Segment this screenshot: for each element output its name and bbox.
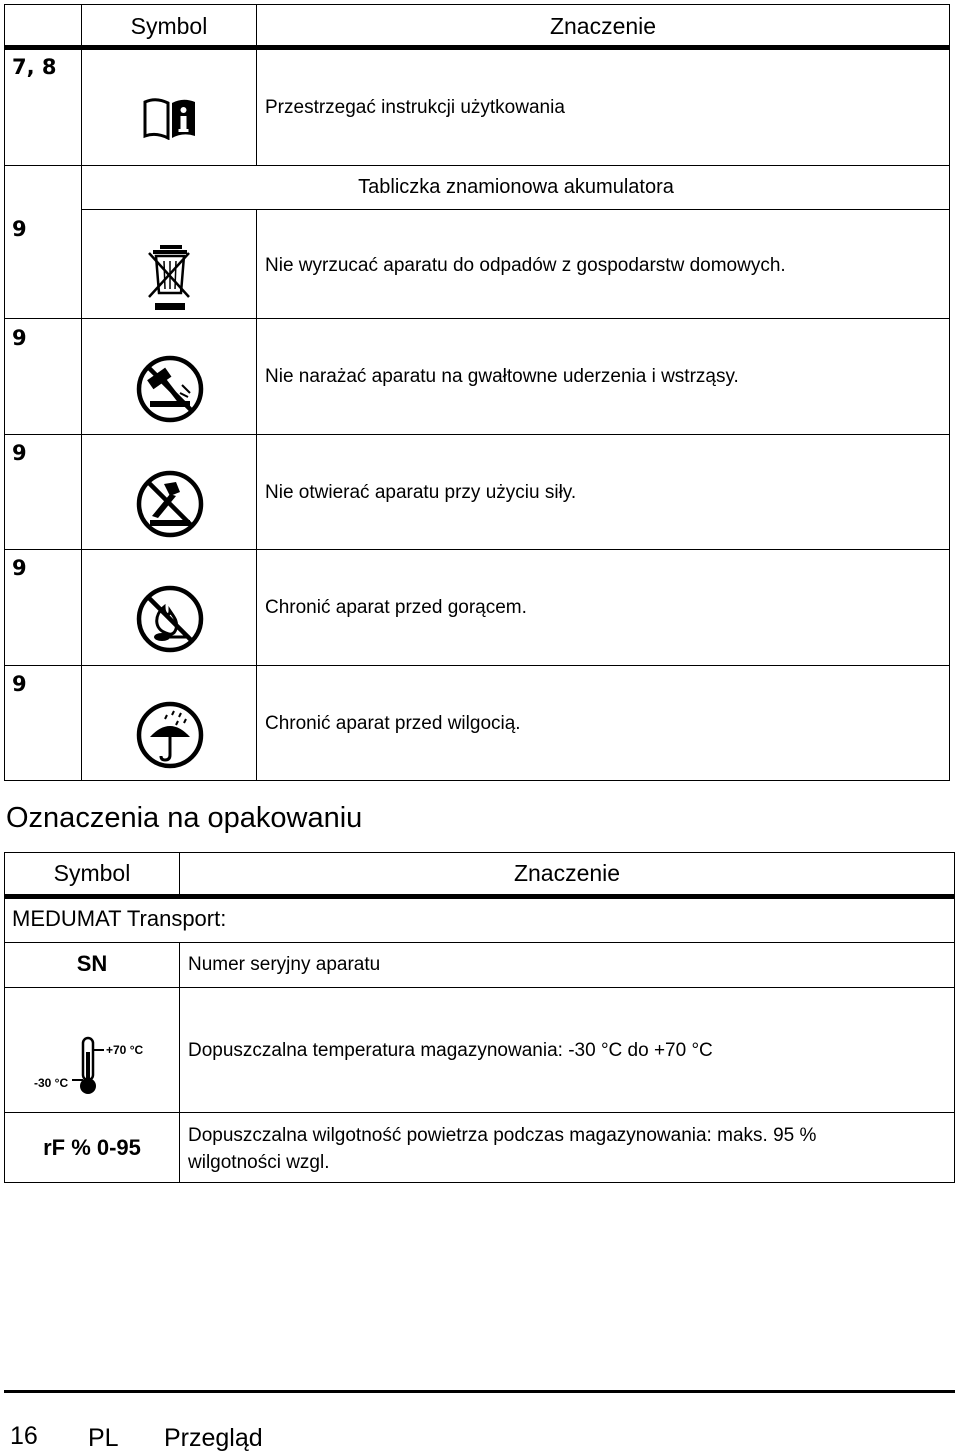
table1-header-meaning: Znaczenie: [549, 13, 657, 39]
symbol-humidity: rF % 0-95: [43, 1135, 141, 1160]
row-number: 9: [12, 556, 27, 580]
row-text: Chronić aparat przed wilgocią.: [265, 713, 521, 734]
row-text-line1: Dopuszczalna wilgotność powietrza podczas magazynowania: maks. 95 %: [188, 1125, 817, 1146]
battery-plate-subheader: Tabliczka znamionowa akumulatora: [358, 176, 674, 198]
table2-header-symbol: Symbol: [53, 860, 131, 886]
row-text-line2: wilgotności wzgl.: [188, 1152, 330, 1173]
row-text: Nie wyrzucać aparatu do odpadów z gospodarstw domowych.: [265, 255, 786, 276]
row-text: Dopuszczalna temperatura magazynowania: -30 °C do +70 °C: [188, 1040, 713, 1061]
row-text: Nie otwierać aparatu przy użyciu siły.: [265, 482, 577, 503]
row-text: Chronić aparat przed gorącem.: [265, 597, 527, 618]
row-text: Numer seryjny aparatu: [188, 954, 381, 975]
table2-header-meaning: Znaczenie: [513, 860, 621, 886]
section-title: Oznaczenia na opakowaniu: [6, 802, 363, 834]
row-text: Nie narażać aparatu na gwałtowne uderzenia i wstrząsy.: [265, 366, 739, 387]
row-number: 9: [12, 441, 27, 465]
symbol-sn: SN: [76, 951, 108, 976]
footer-section: Przegląd: [164, 1424, 263, 1452]
temp-high-label: +70 °C: [106, 1043, 144, 1057]
footer-language: PL: [88, 1424, 119, 1452]
row-number: 7, 8: [12, 55, 57, 79]
crossed-bin-icon: [145, 243, 195, 311]
row-number: 9: [12, 217, 27, 241]
row-text: Przestrzegać instrukcji użytkowania: [265, 97, 565, 118]
temp-low-label: -30 °C: [34, 1076, 69, 1090]
thermometer-icon: [72, 1036, 106, 1096]
no-saw-icon: [136, 470, 204, 538]
umbrella-icon: [136, 701, 204, 769]
no-hammer-icon: [136, 355, 204, 423]
footer-page-number: 16: [10, 1422, 38, 1450]
row-number: 9: [12, 672, 27, 696]
device-label: MEDUMAT Transport:: [12, 906, 227, 931]
no-fire-icon: [136, 585, 204, 653]
table1-header-symbol: Symbol: [130, 13, 208, 39]
manual-info-icon: [142, 96, 198, 140]
row-number: 9: [12, 326, 27, 350]
